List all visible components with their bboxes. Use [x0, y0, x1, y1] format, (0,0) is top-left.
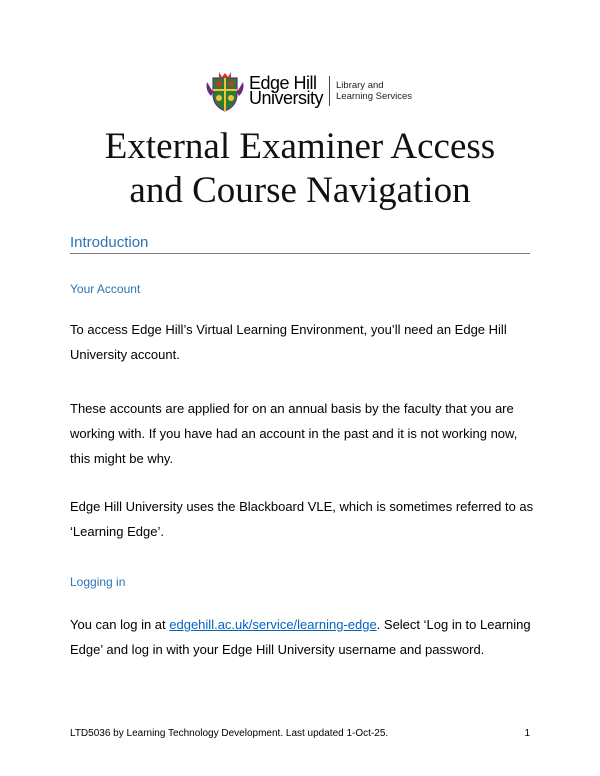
- university-name-line1: Edge Hill: [249, 73, 317, 93]
- paragraph-account: [70, 317, 530, 367]
- university-crest-icon: [205, 70, 245, 112]
- department-name: [336, 80, 412, 102]
- university-name: [249, 73, 324, 108]
- document-title-line1: External Examiner Access: [104, 126, 496, 167]
- learning-edge-link[interactable]: edgehill.ac.uk/service/learning-edge: [169, 617, 377, 632]
- paragraph-text: You can log in at: [70, 617, 170, 632]
- university-logo: [205, 70, 412, 112]
- footer-text: LTD5036 by Learning Technology Development. Last updated 1-Oct-25.: [70, 728, 389, 739]
- paragraph-line: [70, 612, 530, 637]
- department-name-line2: Learning Services: [336, 91, 413, 102]
- paragraph-logging-in: [70, 612, 530, 662]
- department-name-line1: Library and: [336, 80, 384, 91]
- logo-divider: [329, 76, 330, 106]
- paragraph-line: this might be why.: [70, 451, 174, 466]
- page-number: 1: [524, 728, 530, 739]
- paragraph-line: To access Edge Hill’s Virtual Learning Environment, you’ll need an Edge Hill: [70, 322, 507, 337]
- paragraph-line: working with. If you have had an account in the past and it is not working now,: [70, 426, 518, 441]
- page-footer: [70, 728, 530, 739]
- university-name-line2: University: [249, 88, 324, 108]
- paragraph-line: University account.: [70, 347, 180, 362]
- paragraph-blackboard: [70, 494, 534, 544]
- your-account-heading: Your Account: [70, 282, 141, 296]
- paragraph-line: Edge’ and log in with your Edge Hill University username and password.: [70, 642, 485, 657]
- paragraph-line: These accounts are applied for on an annual basis by the faculty that you are: [70, 401, 514, 416]
- document-title-line2: and Course Navigation: [129, 170, 471, 211]
- paragraph-line: ‘Learning Edge’.: [70, 524, 164, 539]
- paragraph-line: Edge Hill University uses the Blackboard VLE, which is sometimes referred to as: [70, 499, 534, 514]
- document-title: [0, 125, 600, 213]
- introduction-heading: Introduction: [70, 234, 530, 254]
- paragraph-text: . Select ‘Log in to Learning: [376, 617, 531, 632]
- logging-in-heading: Logging in: [70, 575, 126, 589]
- paragraph-annual-accounts: [70, 396, 530, 471]
